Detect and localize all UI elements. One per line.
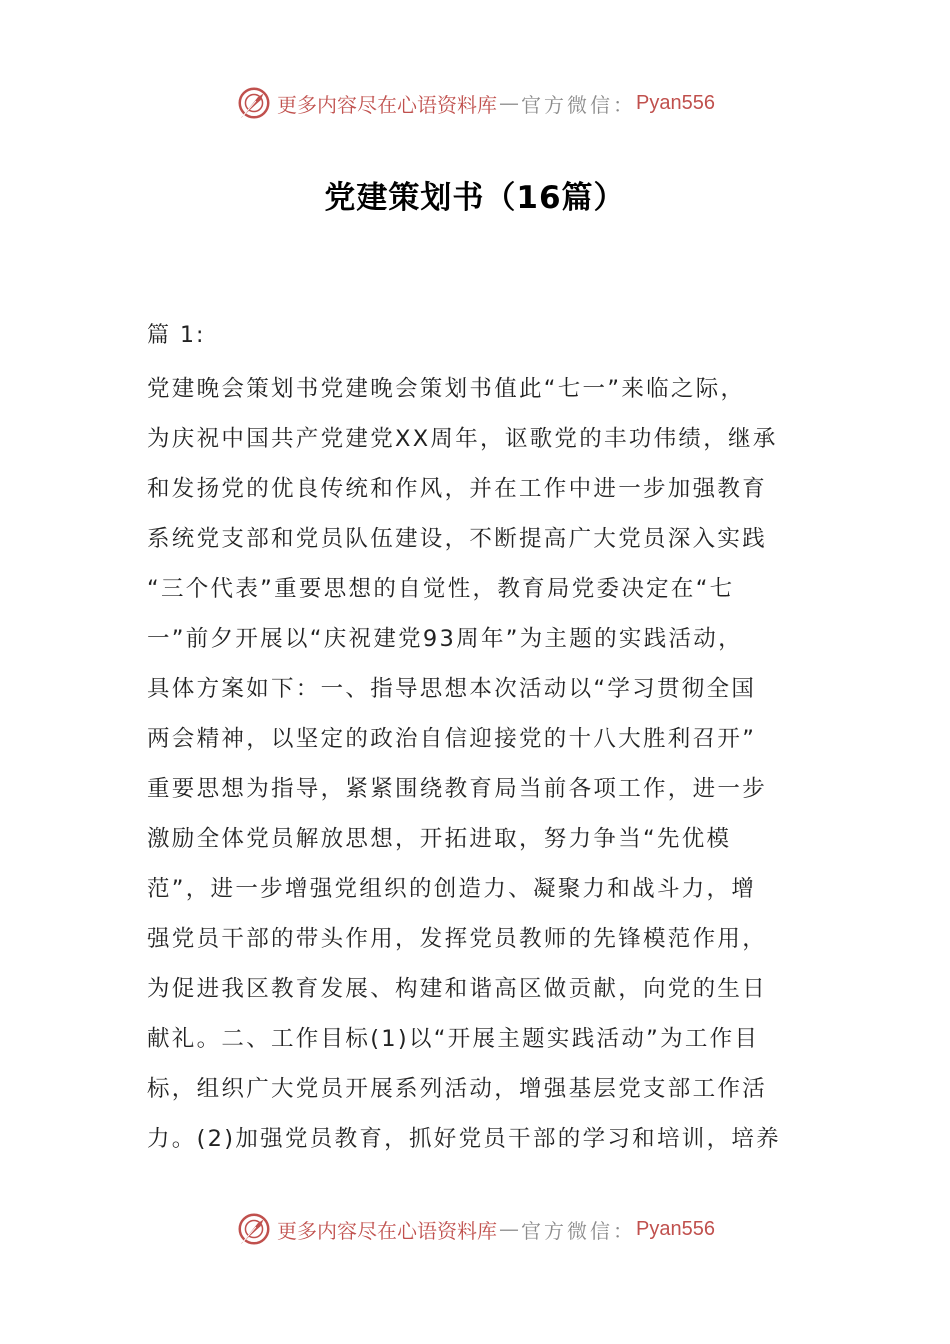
body-line: 两会精神，以坚定的政治自信迎接党的十八大胜利召开” — [147, 726, 757, 752]
body-line: 范”，进一步增强党组织的创造力、凝聚力和战斗力，增 — [147, 876, 757, 902]
banner-separator: — — [499, 1217, 520, 1241]
footer-banner — [0, 1207, 950, 1251]
banner-official-label: 官方微信： — [521, 1218, 637, 1243]
body-line: 具体方案如下：一、指导思想本次活动以“学习贯彻全国 — [147, 676, 757, 702]
banner-main-text: 更多内容尽在心语资料库 — [277, 92, 498, 117]
banner-wechat-id: Pyan556 — [636, 91, 715, 114]
body-line: 为促进我区教育发展、构建和谐高区做贡献，向党的生日 — [147, 976, 768, 1002]
body-line: 激励全体党员解放思想，开拓进取，努力争当“先优模 — [147, 826, 732, 852]
section-label: 篇 1: — [147, 323, 206, 348]
body-line: 和发扬党的优良传统和作风，并在工作中进一步加强教育 — [147, 476, 768, 502]
body-line: 强党员干部的带头作用，发挥党员教师的先锋模范作用， — [147, 926, 768, 952]
body-line: 标，组织广大党员开展系列活动，增强基层党支部工作活 — [147, 1076, 768, 1102]
document-title: 党建策划书（16篇） — [324, 180, 626, 216]
body-line: 一”前夕开展以“庆祝建党93周年”为主题的实践活动， — [147, 626, 743, 652]
quill-logo-icon — [235, 1210, 273, 1248]
banner-official-label: 官方微信： — [521, 92, 637, 117]
body-line: 系统党支部和党员队伍建设，不断提高广大党员深入实践 — [147, 526, 768, 552]
header-banner — [0, 81, 950, 125]
banner-separator: — — [499, 91, 520, 115]
document-body — [147, 364, 807, 1164]
body-line: “三个代表”重要思想的自觉性，教育局党委决定在“七 — [147, 576, 735, 602]
quill-logo-icon — [235, 84, 273, 122]
banner-main-text: 更多内容尽在心语资料库 — [277, 1218, 498, 1243]
body-line: 重要思想为指导，紧紧围绕教育局当前各项工作，进一步 — [147, 776, 768, 802]
body-line: 献礼。二、工作目标(1)以“开展主题实践活动”为工作目 — [147, 1026, 760, 1052]
banner-wechat-id: Pyan556 — [636, 1217, 715, 1240]
body-line: 力。(2)加强党员教育，抓好党员干部的学习和培训，培养 — [147, 1126, 781, 1152]
body-line: 为庆祝中国共产党建党XX周年，讴歌党的丰功伟绩，继承 — [147, 426, 778, 452]
body-line: 党建晚会策划书党建晚会策划书值此“七一”来临之际， — [147, 376, 746, 402]
